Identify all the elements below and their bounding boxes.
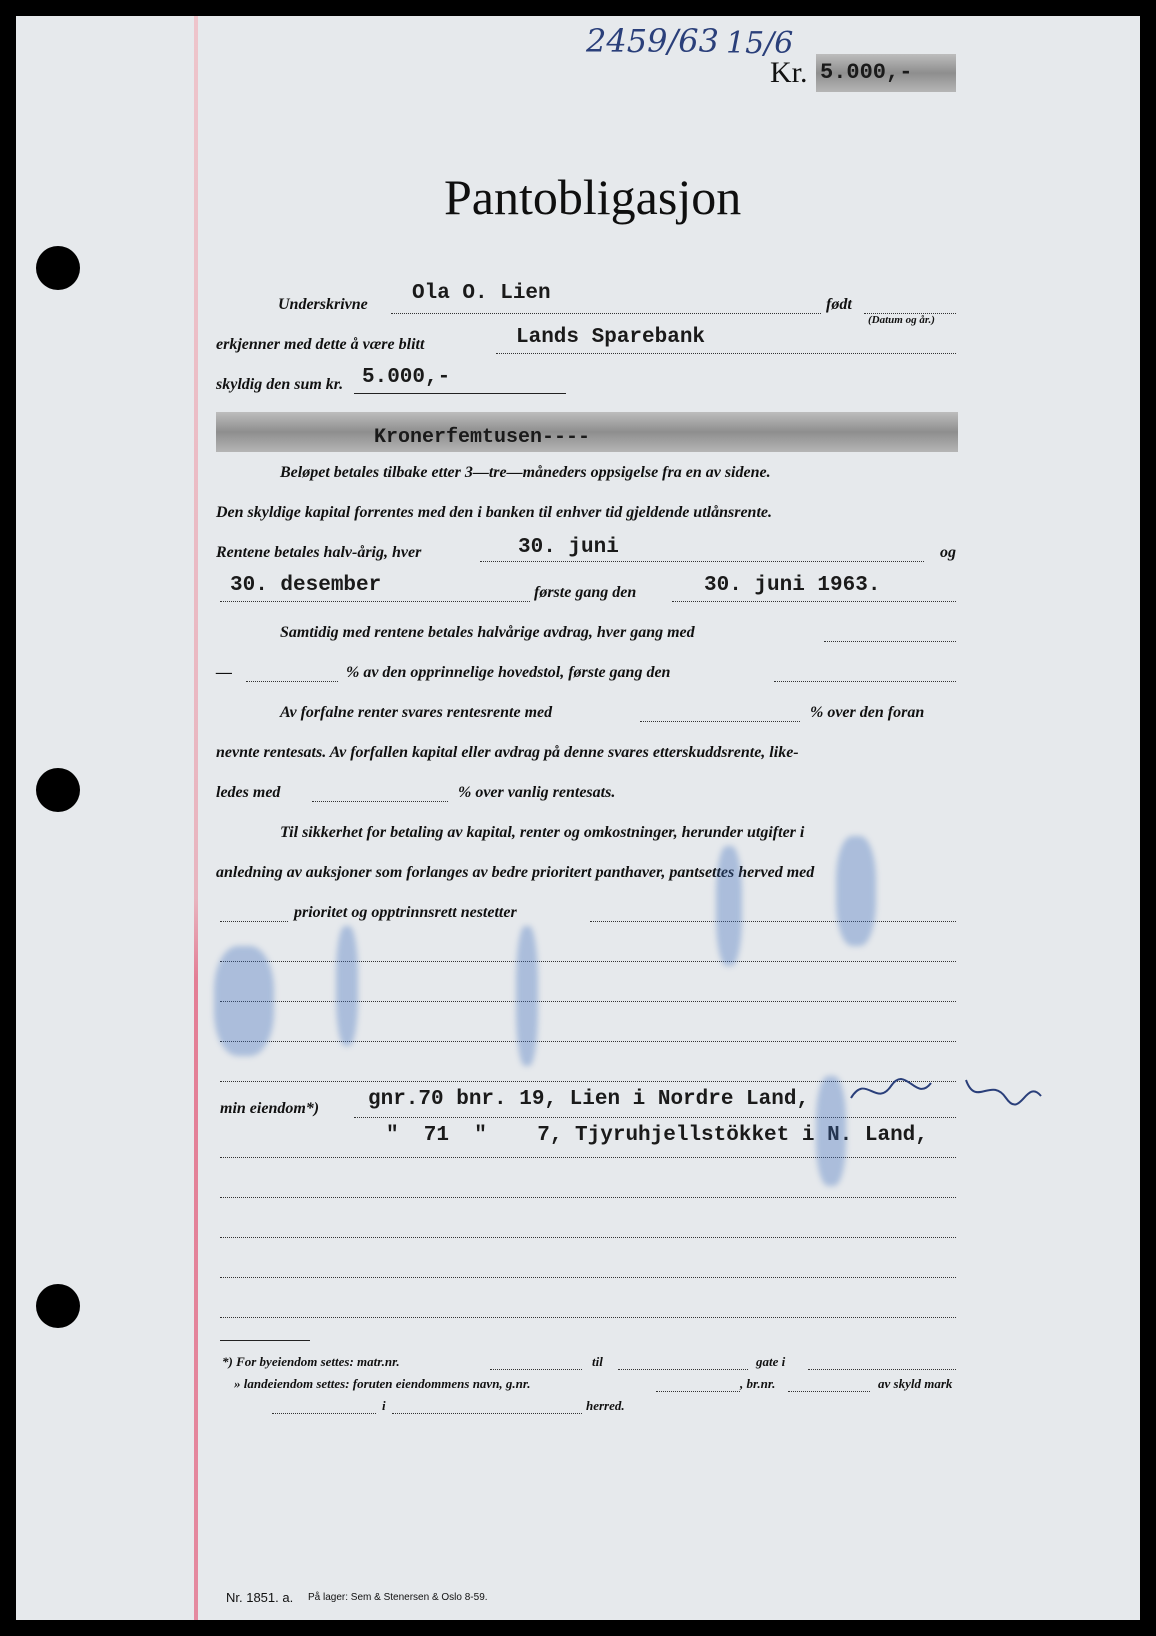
- punch-hole: [36, 246, 80, 290]
- footnote-line-2c: av skyld mark: [878, 1376, 953, 1391]
- footnote-line-1a: *) For byeiendom settes: matr.nr.: [222, 1354, 400, 1369]
- body-line-9a: ledes med: [216, 784, 281, 801]
- ink-smear: [836, 836, 876, 946]
- sum-words: Kronerfemtusen----: [374, 426, 591, 449]
- sum-line: [354, 393, 566, 394]
- body-line-4-value2: 30. juni 1963.: [704, 574, 881, 597]
- gate-line: [808, 1369, 956, 1370]
- body-line-11: anledning av auksjoner som forlanges av bedre prioritert panthaver, pantsettes herved med: [216, 864, 815, 881]
- creditor-line: [496, 353, 956, 354]
- gnr-line: [656, 1391, 740, 1392]
- installment-line: [824, 641, 956, 642]
- body-line-1: Beløpet betales tilbake etter 3—tre—måneders oppsigelse fra en av sidene.: [280, 464, 771, 481]
- til-line: [618, 1369, 748, 1370]
- footnote-line-2b: , br.nr.: [740, 1376, 776, 1391]
- underskrivne-line: [391, 313, 821, 314]
- ink-smear: [214, 946, 274, 1056]
- amount-prefix: Kr.: [770, 56, 808, 89]
- first-installment-line: [774, 681, 956, 682]
- printer-text: På lager: Sem & Stenersen & Oslo 8-59.: [308, 1592, 488, 1603]
- body-line-6-dash: —: [216, 664, 232, 681]
- compound-rate-line: [640, 721, 800, 722]
- body-line-3-label: Rentene betales halv-årig, hver: [216, 544, 422, 561]
- body-line-4-value: 30. desember: [230, 574, 382, 597]
- interest-date-line: [480, 561, 924, 562]
- body-line-3-value: 30. juni: [518, 536, 619, 559]
- ink-smear: [516, 926, 538, 1066]
- body-line-5: Samtidig med rentene betales halvårige avdrag, hver gang med: [280, 624, 695, 641]
- body-line-7b: % over den foran: [810, 704, 925, 721]
- skyldig-label: skyldig den sum kr.: [216, 376, 344, 393]
- mark-line: [272, 1413, 376, 1414]
- punch-hole: [36, 768, 80, 812]
- ruled-line: [220, 1277, 956, 1278]
- ruled-line: [220, 1157, 956, 1158]
- priority-line-right: [590, 921, 956, 922]
- ruled-line: [220, 1237, 956, 1238]
- footnote-separator: [220, 1340, 310, 1341]
- body-line-4-label: første gang den: [534, 584, 637, 601]
- body-line-3-end: og: [940, 544, 956, 561]
- document-page: [16, 16, 1140, 1620]
- second-date-line: [220, 601, 530, 602]
- ruled-line: [220, 1001, 956, 1002]
- property-line-1: gnr.70 bnr. 19, Lien i Nordre Land,: [368, 1088, 810, 1111]
- form-number: Nr. 1851. a.: [226, 1590, 294, 1605]
- ink-smear: [716, 846, 742, 966]
- body-line-8: nevnte rentesats. Av forfallen kapital eller avdrag på denne svares etterskuddsrente, like-: [216, 744, 799, 761]
- ruled-line: [220, 1197, 956, 1198]
- percent-line: [246, 681, 338, 682]
- reference-number: 2459/63: [586, 22, 719, 60]
- ink-smear: [336, 926, 358, 1046]
- body-line-9b: % over vanlig rentesats.: [458, 784, 616, 801]
- signature-scribble: [846, 1068, 1046, 1118]
- body-line-2: Den skyldige kapital forrentes med den i banken til enhver tid gjeldende utlånsrente.: [216, 504, 772, 521]
- sum-value: 5.000,-: [362, 366, 451, 389]
- fodt-hint: (Datum og år.): [868, 314, 935, 326]
- body-line-7a: Av forfalne renter svares rentesrente med: [280, 704, 553, 721]
- late-rate-line: [312, 801, 448, 802]
- margin-line: [194, 16, 198, 1620]
- amount-value: 5.000,-: [820, 60, 913, 85]
- body-line-10: Til sikkerhet for betaling av kapital, renter og omkostninger, herunder utgifter i: [280, 824, 805, 841]
- priority-line-left: [220, 921, 288, 922]
- property-label: min eiendom*): [220, 1100, 320, 1117]
- property-line-2: " 71 " 7, Tjyruhjellstökket i N. Land,: [386, 1124, 928, 1147]
- footnote-line-1b: til: [592, 1354, 603, 1369]
- footnote-line-3b: herred.: [586, 1398, 625, 1413]
- ruled-line: [220, 1041, 956, 1042]
- first-date-line: [672, 601, 956, 602]
- brnr-line: [788, 1391, 870, 1392]
- footnote-line-3a: i: [382, 1398, 386, 1413]
- underskrivne-label: Underskrivne: [278, 296, 368, 313]
- punch-hole: [36, 1284, 80, 1328]
- matr-line: [490, 1369, 582, 1370]
- erkjenner-label: erkjenner med dette å være blitt: [216, 336, 425, 353]
- ink-smear: [816, 1076, 846, 1186]
- creditor-value: Lands Sparebank: [516, 326, 706, 349]
- ruled-line: [220, 1317, 956, 1318]
- body-line-6: % av den opprinnelige hovedstol, første gang den: [346, 664, 671, 681]
- body-line-12: prioritet og opptrinnsrett nestetter: [294, 904, 517, 921]
- fodt-label: født: [826, 296, 852, 313]
- date-note: 15/6: [726, 26, 794, 61]
- footnote-line-2a: » landeiendom settes: foruten eiendommens navn, g.nr.: [234, 1376, 531, 1391]
- ruled-line: [220, 961, 956, 962]
- underskrivne-value: Ola O. Lien: [412, 282, 551, 305]
- herred-line: [392, 1413, 582, 1414]
- page-title: Pantobligasjon: [444, 169, 742, 225]
- footnote-line-1c: gate i: [756, 1354, 786, 1369]
